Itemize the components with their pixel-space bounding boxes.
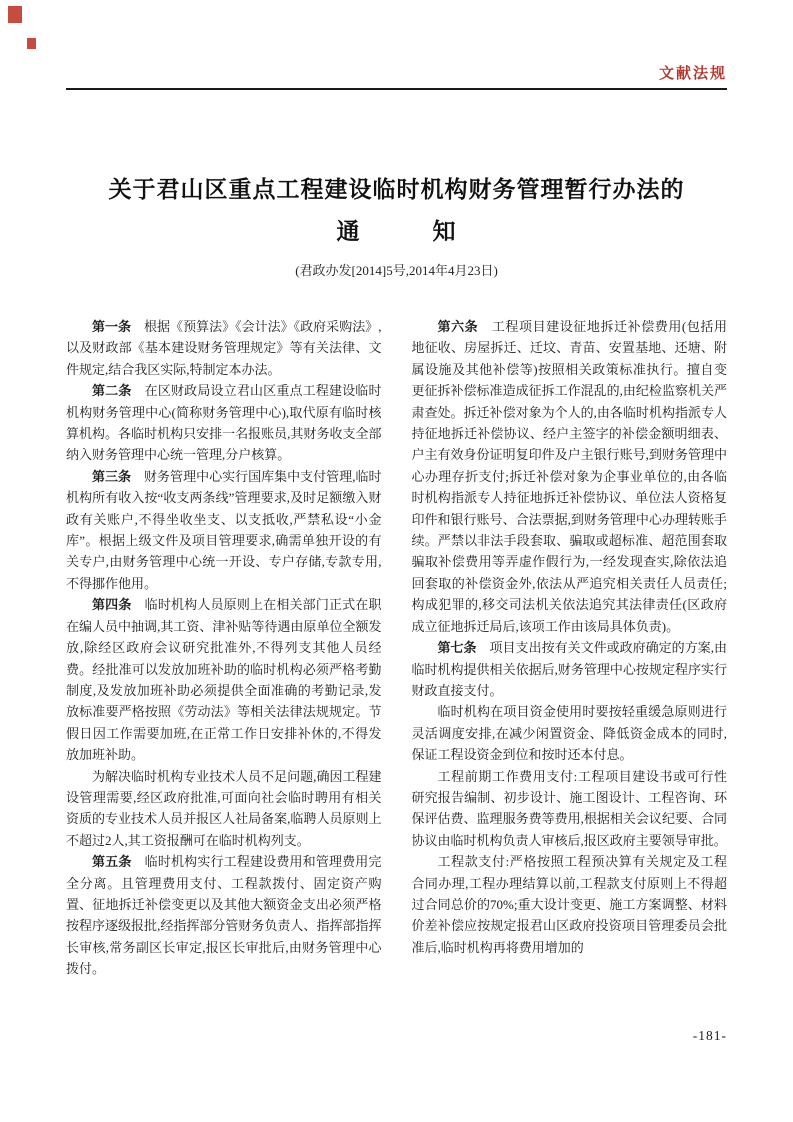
left-column [66,316,382,1052]
header-category-label: 文献法规 [658,65,727,82]
article-paragraph: 第二条 在区财政局设立君山区重点工程建设临时机构财务管理中心(简称财务管理中心),取代原有临时核算机构。各临时机构只安排一名报账员,其财务收支全部纳入财务管理中心统一管理,分户核算。 [66,383,382,463]
article-label: 第七条 [437,640,477,656]
red-stamp-mark [8,6,22,23]
article-label: 第六条 [437,319,479,334]
article-paragraph: 第四条 临时机构人员原则上在相关部门正式在职在编人员中抽调,其工资、津补贴等待遇由原单位全额发放,除经区政府会议研究批准外,不得列支其他人员经费。经批准可以发放加班补助的临时机构必须严格考勤制度,及发放加班补助必须提供全面准确的考勤记录,发放标准要严格按照《劳动法》等相关法律法规规定。节假日因工作需要加班,在正常工作日安排补休的,不得发放加班补助。 [66,597,382,763]
body-paragraph: 工程前期工作费用支付:工程项目建设书或可行性研究报告编制、初步设计、施工图设计、工程咨询、环保评估费、监理服务费等费用,根据相关会议纪要、合同协议由临时机构负责人审核后,报区政府主要领导审批。 [411,768,727,848]
page-number: -181- [692,1028,727,1043]
document-number: (君政办发[2014]5号,2014年4月23日) [295,263,498,278]
article-label: 第一条 [92,319,132,334]
article-paragraph: 第五条 临时机构实行工程建设费用和管理费用完全分离。且管理费用支付、工程款拨付、固定资产购置、征地拆迁补偿变更以及其他大额资金支出必须严格按程序逐级报批,经指挥部分管财务负责人、指挥部指挥长审核,常务副区长审定,报区长审批后,由财务管理中心拨付。 [66,854,382,977]
title-line-1: 关于君山区重点工程建设临时机构财务管理暂行办法的 [108,176,685,202]
article-paragraph: 第三条 财务管理中心实行国库集中支付管理,临时机构所有收入按“收支两条线”管理要求,及时足额缴入财政有关账户,不得坐收坐支、以支抵收,严禁私设“小金库”。根据上级文件及项目管理要求,确需单独开设的有关专户,由财务管理中心统一开设、专户存储,专款专用,不得挪作他用。 [66,468,382,591]
article-label: 第二条 [92,383,132,399]
body-columns [66,316,727,1052]
body-paragraph: 临时机构在项目资金使用时要按轻重缓急原则进行灵活调度安排,在减少闲置资金、降低资金成本的同时,保证工程设资金到位和按时还本付息。 [411,704,727,763]
header-rule [66,88,727,90]
red-stamp-mark [27,38,36,49]
document-title [66,168,727,252]
article-paragraph: 第七条 项目支出按有关文件或政府确定的方案,由临时机构提供相关依据后,财务管理中心按规定程序实行财政直接支付。 [411,640,727,698]
title-line-2: 通 知 [336,218,457,244]
article-label: 第四条 [92,597,132,613]
article-paragraph: 第六条 工程项目建设征地拆迁补偿费用(包括用地征收、房屋拆迁、迁坟、青苗、安置基地、还塘、附属设施及其他补偿等)按照相关政策标准执行。擅自变更征拆补偿标准造成征拆工作混乱的,由纪检监察机关严肃查处。拆迁补偿对象为个人的,由各临时机构指派专人持征地拆迁补偿协议、经户主签字的补偿金额明细表、户主有效身份证明复印件及户主银行账号,到财务管理中心办理存折支付;拆迁补偿对象为企事业单位的,由各临时机构指派专人持征地拆迁补偿协议、单位法人资格复印件和银行账号、合法票据,到财务管理中心办理转账手续。严禁以非法手段套取、骗取或超标准、超范围套取骗取补偿费用等弄虚作假行为,一经发现查实,除依法追回套取的补偿资金外,依法从严追究相关责任人员责任;构成犯罪的,移交司法机关依法追究其法律责任(区政府成立征地拆迁局后,该项工作由该局具体负责)。 [411,319,727,634]
article-label: 第三条 [92,468,132,484]
article-label: 第五条 [92,854,132,870]
body-paragraph: 为解决临时机构专业技术人员不足问题,确因工程建设管理需要,经区政府批准,可面向社会临时聘用有相关资质的专业技术人员并报区人社局备案,临聘人员原则上不超过2人,其工资报酬可在临时机构列支。 [66,768,382,848]
right-column [412,316,728,1052]
body-paragraph: 工程款支付:严格按照工程预决算有关规定及工程合同办理,工程办理结算以前,工程款支付原则上不得超过合同总价的70%;重大设计变更、施工方案调整、材料价差补偿应按规定报君山区政府投资项目管理委员会批准后,临时机构再将费用增加的 [411,854,727,955]
article-paragraph: 第一条 根据《预算法》《会计法》《政府采购法》,以及财政部《基本建设财务管理规定》等有关法律、文件规定,结合我区实际,特制定本办法。 [66,319,382,377]
